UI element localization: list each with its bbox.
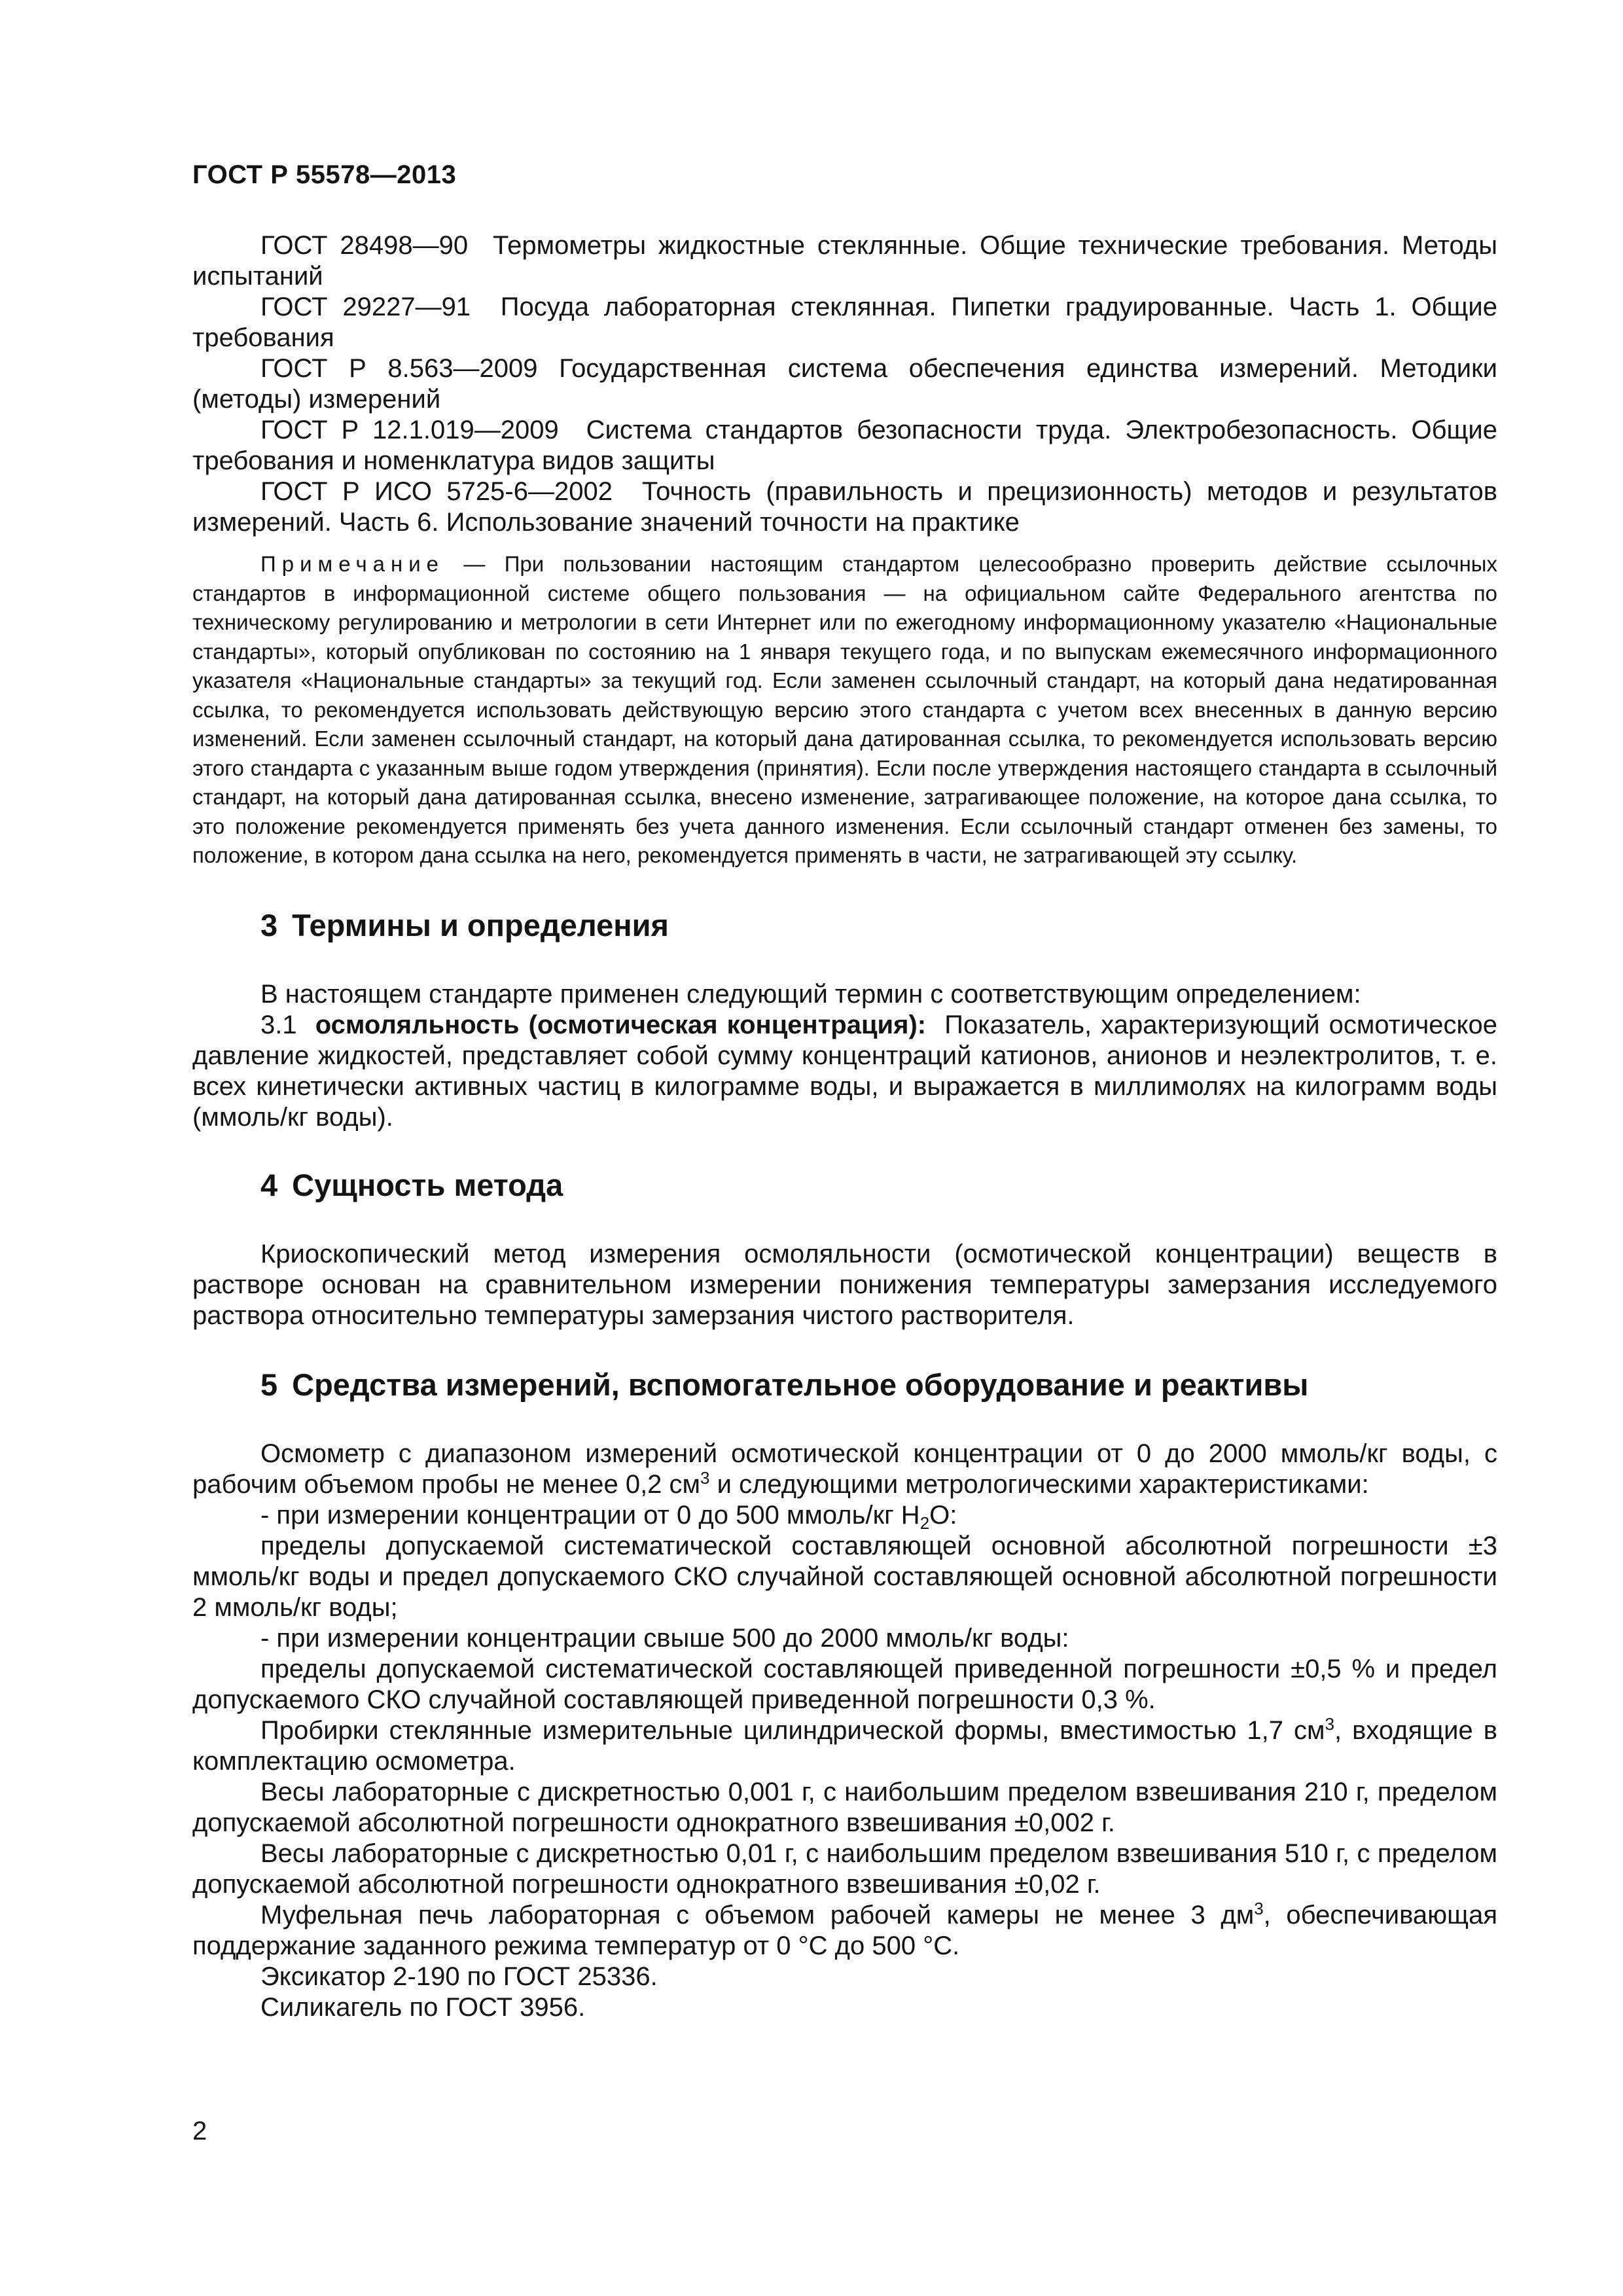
reference-title: Государственная система обеспечения единства измерений. Методики (методы) измерений — [192, 354, 1497, 414]
section-4-heading — [192, 1167, 1497, 1204]
note-paragraph — [192, 550, 1497, 870]
section-3-intro: В настоящем стандарте применен следующий термин с соответствующим определением: — [260, 979, 1361, 1009]
reference-item — [192, 230, 1497, 292]
reference-code: ГОСТ Р ИСО 5725-6—2002 — [260, 477, 613, 506]
term-definition-text: Показатель, характеризующий осмотическое давление жидкостей, представляет собой сумму концентраций катионов, анионов и неэлектролитов, т. е. всех кинетически активных частиц в килограмме воды, и выражается в миллимолях на килограмм воды (ммоль/кг воды). — [192, 1010, 1497, 1132]
section-3-heading — [192, 907, 1497, 944]
furnace-paragraph: Муфельная печь лабораторная с объемом рабочей камеры не менее 3 $дм^3$, обеспечивающая поддержание заданного режима температур от 0 °С до 500 °С. — [192, 1898, 1497, 1960]
reference-code: ГОСТ 29227—91 — [260, 293, 471, 321]
range-2-limits: пределы допускаемой систематической составляющей приведенной погрешности ±0,5 % и предел допускаемого СКО случайной составляющей приведенной погрешности 0,3 %. — [192, 1654, 1497, 1714]
term-number: 3.1 — [260, 1010, 297, 1039]
page-number: 2 — [192, 2117, 207, 2145]
note-text: — При пользовании настоящим стандартом целесообразно проверить действие ссылочных стандартов в информационной системе общего пользования — на официальном сайте Федерального агентства по техническому регулированию и метрологии в сети Интернет или по ежегодному информационному указателю «Национальные стандарты», который опубликован по состоянию на 1 января текущего года, и по выпускам ежемесячного информационного указателя «Национальные стандарты» за текущий год. Если заменен ссылочный стандарт, на который дана недатированная ссылка, то рекомендуется использовать действующую версию этого стандарта с учетом всех внесенных в данную версию изменений. Если заменен ссылочный стандарт, на который дана датированная ссылка, то рекомендуется использовать версию этого стандарта с указанным выше годом утверждения (принятия). Если после утверждения настоящего стандарта в ссылочный стандарт, на который дана датированная ссылка, внесено изменение, затрагивающее положение, на которое дана ссылка, то это положение рекомендуется применять без учета данного изменения. Если ссылочный стандарт отменен без замены, то положение, в котором дана ссылка на него, рекомендуется применять в части, не затрагивающей эту ссылку. — [192, 552, 1498, 867]
osmometer-paragraph: Осмометр с диапазоном измерений осмотической концентрации от 0 до 2000 ммоль/кг воды, с рабочим объемом пробы не менее 0,2 $см^3$ и следующими метрологическими характеристиками: — [192, 1439, 1497, 1499]
section-title: Термины и определения — [292, 907, 669, 942]
test-tubes-paragraph: Пробирки стеклянные измерительные цилиндрической формы, вместимостью 1,7 $см^3$, входящие в комплектацию осмометра. — [192, 1713, 1498, 1776]
silica-gel-paragraph: Силикагель по ГОСТ 3956. — [260, 1992, 586, 2022]
standard-code-header: ГОСТ Р 55578—2013 — [192, 160, 457, 189]
desiccator-paragraph: Эксикатор 2-190 по ГОСТ 25336. — [260, 1962, 658, 1991]
section-title: Средства измерений, вспомогательное оборудование и реактивы — [292, 1367, 1309, 1402]
page-content — [192, 230, 1497, 2023]
reference-title: Точность (правильность и прецизионность) методов и результатов измерений. Часть 6. Использование значений точности на практике — [192, 477, 1498, 537]
reference-title: Система стандартов безопасности труда. Электробезопасность. Общие требования и номенклатура видов защиты — [192, 416, 1497, 475]
reference-code: ГОСТ Р 8.563—2009 — [260, 354, 538, 383]
reference-code: ГОСТ Р 12.1.019—2009 — [260, 416, 559, 444]
range-1-item: - при измерении концентрации от 0 до 500 ммоль/кг $H_2O$: — [260, 1500, 957, 1533]
note-label: Примечание — [260, 552, 445, 576]
term-name: осмоляльность (осмотическая концентрация): — [315, 1010, 927, 1039]
reference-title: Термометры жидкостные стеклянные. Общие технические требования. Методы испытаний — [192, 231, 1498, 291]
reference-item — [192, 415, 1497, 476]
reference-item — [192, 292, 1497, 353]
reference-item — [192, 476, 1497, 538]
scales-2-paragraph: Весы лабораторные с дискретностью 0,01 г, с наибольшим пределом взвешивания 510 г, с пределом допускаемой абсолютной погрешности однократного взвешивания ±0,02 г. — [192, 1839, 1497, 1899]
range-2-item: - при измерении концентрации свыше 500 до 2000 ммоль/кг воды: — [260, 1623, 1069, 1653]
section-number: 5 — [260, 1367, 278, 1402]
section-number: 3 — [260, 907, 278, 942]
reference-code: ГОСТ 28498—90 — [260, 231, 469, 260]
section-4-text: Криоскопический метод измерения осмоляльности (осмотической концентрации) веществ в растворе основан на сравнительном измерении понижения температуры замерзания исследуемого раствора относительно температуры замерзания чистого растворителя. — [192, 1239, 1497, 1330]
scales-1-paragraph: Весы лабораторные с дискретностью 0,001 г, с наибольшим пределом взвешивания 210 г, пределом допускаемой абсолютной погрешности однократного взвешивания ±0,002 г. — [192, 1777, 1497, 1837]
term-definition — [192, 1010, 1497, 1133]
section-title: Сущность метода — [292, 1167, 563, 1202]
section-number: 4 — [260, 1167, 278, 1202]
reference-title: Посуда лабораторная стеклянная. Пипетки градуированные. Часть 1. Общие требования — [192, 293, 1498, 352]
range-1-limits: пределы допускаемой систематической составляющей основной абсолютной погрешности ±3 ммоль/кг воды и предел допускаемого СКО случайной составляющей основной абсолютной погрешности 2 ммоль/кг воды; — [192, 1531, 1497, 1622]
section-5-heading — [192, 1367, 1497, 1403]
reference-item — [192, 353, 1497, 415]
